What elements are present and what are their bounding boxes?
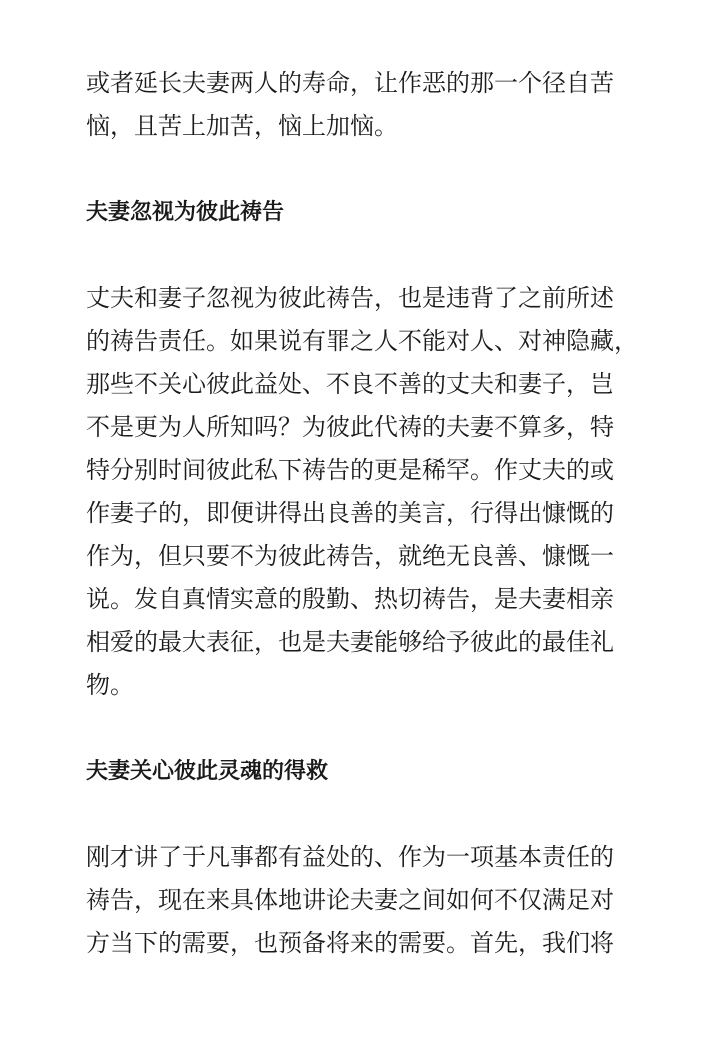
text-line: 或者延长夫妻两人的寿命，让作恶的那一个径自苦 <box>86 69 614 97</box>
text-line: 祷告，现在来具体地讲论夫妻之间如何不仅满足对 <box>86 886 614 914</box>
text-line: 刚才讲了于凡事都有益处的、作为一项基本责任的 <box>86 843 614 871</box>
text-line: 不是更为人所知吗？为彼此代祷的夫妻不算多，特 <box>86 413 614 441</box>
text-line: 作妻子的，即便讲得出良善的美言，行得出慷慨的 <box>86 499 614 527</box>
section-paragraph <box>86 277 638 707</box>
spacer <box>86 148 626 191</box>
text-line: 方当下的需要，也预备将来的需要。首先，我们将 <box>86 929 614 957</box>
spacer <box>86 707 626 750</box>
text-line: 丈夫和妻子忽视为彼此祷告，也是违背了之前所述 <box>86 284 614 312</box>
text-line: 那些不关心彼此益处、不良不善的丈夫和妻子，岂 <box>86 370 614 398</box>
section-heading: 夫妻忽视为彼此祷告 <box>86 200 285 225</box>
text-line: 的祷告责任。如果说有罪之人不能对人、对神隐藏， <box>86 327 638 355</box>
text-line: 恼，且苦上加苦，恼上加恼。 <box>86 112 398 140</box>
section-paragraph <box>86 836 626 965</box>
section-heading: 夫妻关心彼此灵魂的得救 <box>86 759 329 784</box>
text-line: 相爱的最大表征，也是夫妻能够给予彼此的最佳礼 <box>86 628 614 656</box>
text-line: 特分别时间彼此私下祷告的更是稀罕。作丈夫的或 <box>86 456 614 484</box>
text-line: 作为，但只要不为彼此祷告，就绝无良善、慷慨一 <box>86 542 614 570</box>
spacer <box>86 234 626 277</box>
text-line: 物。 <box>86 671 134 699</box>
text-line: 说。发自真情实意的殷勤、热切祷告，是夫妻相亲 <box>86 585 614 613</box>
intro-paragraph <box>86 62 626 148</box>
article-body <box>86 62 638 965</box>
spacer <box>86 793 626 836</box>
